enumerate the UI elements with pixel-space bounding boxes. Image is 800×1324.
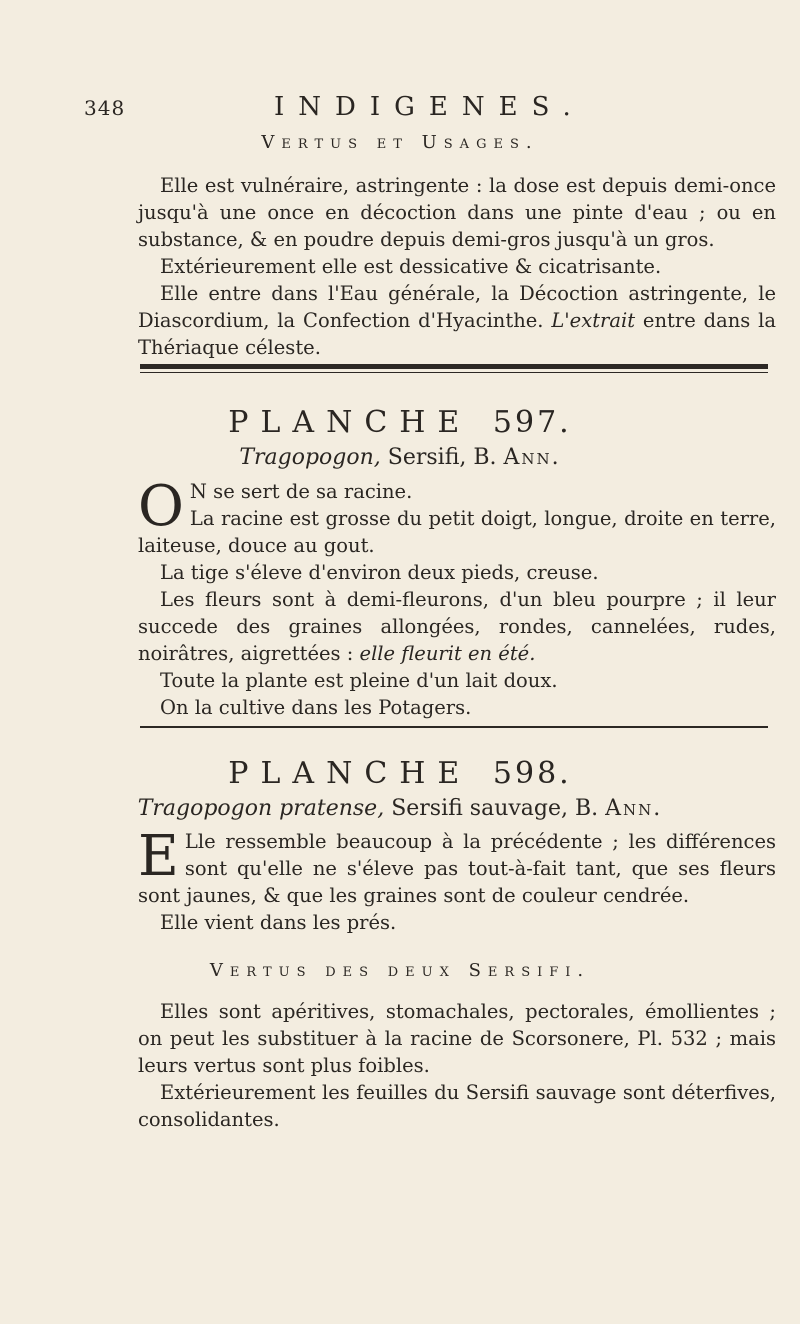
plate-598-latin-name: Tragopogon pratense, <box>137 796 385 821</box>
paragraph-entre-dans-text: Elle entre dans l'Eau générale, la Décoction astringente, le Diascordium, la Confection d'Hyacinthe. <box>138 282 776 332</box>
plate-597-plant-name <box>0 445 800 470</box>
paragraph-ressemble: Lle ressemble beaucoup à la précédente ; les différences sont qu'elle ne s'éleve pas tout-à-fait tant, que ses fleurs sont jaunes, & que les graines sont de couleur cendrée. <box>138 830 776 907</box>
plate-598-title <box>0 756 800 791</box>
paragraph-fleurs-text: Les fleurs sont à demi-fleurons, d'un bleu pourpre ; il leur succede des graines allongées, rondes, cannelées, rudes, noirâtres, aigrettées : <box>138 588 776 665</box>
paragraph-exterieurement: Extérieurement elle est dessicative & cicatrisante. <box>160 255 662 278</box>
double-rule-top <box>140 364 768 369</box>
single-rule <box>140 726 768 728</box>
paragraph-potagers: On la cultive dans les Potagers. <box>160 696 472 719</box>
paragraph-tige: La tige s'éleve d'environ deux pieds, creuse. <box>160 561 599 584</box>
paragraph-fleurs <box>138 586 776 667</box>
page-number: 348 <box>84 96 126 120</box>
plate-598-abbr: Ann. <box>605 796 663 821</box>
plate-598-description <box>138 824 776 936</box>
plate-597-latin-name: Tragopogon, <box>239 445 381 470</box>
plate-597-body <box>138 474 776 721</box>
paragraph-pres: Elle vient dans les prés. <box>160 911 397 934</box>
paragraph-lait: Toute la plante est pleine d'un lait doux. <box>160 669 558 692</box>
section-heading-vertus-usages: Vertus et Usages. <box>261 132 539 153</box>
paragraph-fleurs-italic: elle fleurit en été. <box>359 642 536 665</box>
plate-597-common-name: Sersifi, B. <box>380 445 504 470</box>
extrait-rest: entre dans la Thériaque céleste. <box>138 309 776 359</box>
running-title: INDIGENES. <box>274 92 585 122</box>
dropcap-e: E <box>138 824 179 889</box>
plate-597-label: PLANCHE <box>228 405 472 440</box>
paragraph-aperitives: Elles sont apéritives, stomachales, pectorales, émollientes ; on peut les substituer à la racine de Scorsonere, Pl. 532 ; mais leurs vertus sont plus foibles. <box>138 1000 776 1077</box>
plate-598-common-name: Sersifi sauvage, B. <box>384 796 606 821</box>
paragraph-racine-use: N se sert de sa racine. <box>189 480 413 503</box>
plate-598-plant-name <box>0 796 800 821</box>
paragraph-entre-dans <box>138 280 776 361</box>
double-rule-bottom <box>140 372 768 373</box>
paragraph-racine-description: La racine est grosse du petit doigt, longue, droite en terre, laiteuse, douce au gout. <box>138 507 776 557</box>
plate-597-description <box>138 474 776 721</box>
plate-597-abbr: Ann. <box>503 445 561 470</box>
dropcap-o: O <box>138 474 184 539</box>
plate-598-number: 598. <box>492 756 572 791</box>
section-heading-vertus-sersifi: Vertus des deux Sersifi. <box>209 960 591 981</box>
plate-597-number: 597. <box>492 405 572 440</box>
plate-598-body <box>138 824 776 936</box>
plate-597-title <box>0 405 800 440</box>
running-head <box>84 92 764 126</box>
paragraph-dose: Elle est vulnéraire, astringente : la dose est depuis demi-once jusqu'à une once en décoction dans une pinte d'eau ; ou en substance, & en poudre depuis demi-gros jusqu'à un gros. <box>138 174 776 251</box>
paragraph-feuilles: Extérieurement les feuilles du Sersifi sauvage sont déterfives, consolidantes. <box>138 1081 776 1131</box>
plate-598-label: PLANCHE <box>228 756 472 791</box>
extrait-italic: L'extrait <box>551 309 636 332</box>
